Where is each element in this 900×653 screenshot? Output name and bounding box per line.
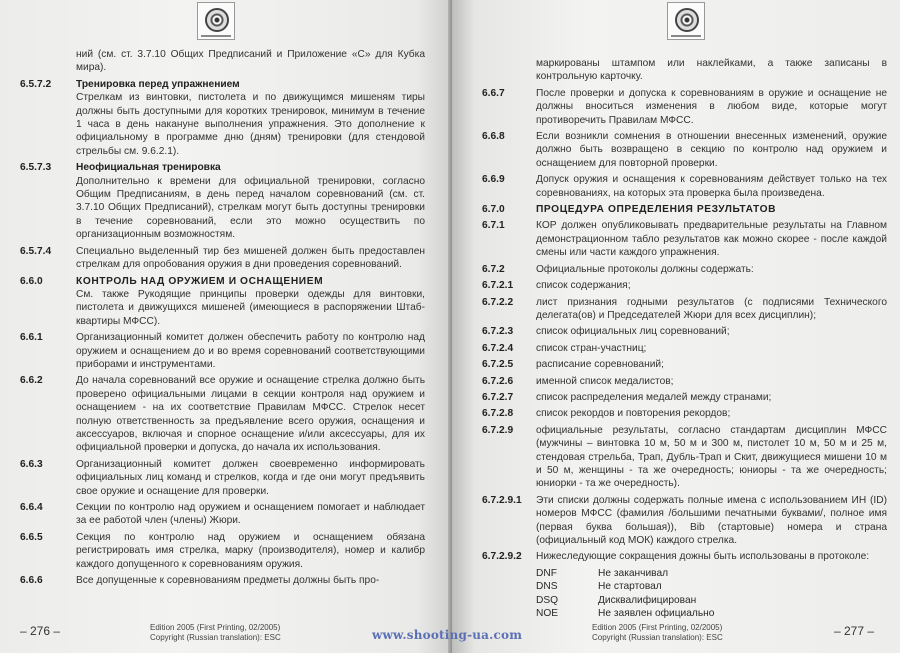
- paragraph-row: [20, 245, 425, 272]
- section-text: Организационный комитет должен своевременно информировать официальных лиц команд и стрелков, когда и где они могут предъявить свое оружие и оснащение для проверки.: [76, 458, 425, 497]
- section-text: расписание соревнований;: [536, 359, 664, 371]
- section-number: 6.6.9: [482, 174, 505, 186]
- section-number: 6.7.2.8: [482, 408, 514, 420]
- section-number: 6.5.7.4: [20, 245, 52, 257]
- section-text: список распределения медалей между странами;: [536, 391, 772, 403]
- paragraph-row: [482, 358, 887, 371]
- section-body: [536, 325, 887, 338]
- page-number-left: – 276 –: [20, 624, 61, 638]
- section-number: 6.7.2.4: [482, 342, 514, 354]
- section-body: [536, 263, 887, 276]
- section-text: официальные результаты, согласно стандартам дисциплин МФСС (мужчины – винтовка 10 м, 50 м и 300 м, пистолет 10 м, 50 м и 25 м, стендовая стрельба, Трап, Дубль-Трап и Скит, движущиеся мишени 10 м и 50 м, женщины - та же очередность; юниоры - та же очередность; юниорки - та же очередность).: [536, 424, 887, 490]
- abbreviation-code: NOE: [536, 608, 559, 620]
- section-heading: Неофициальная тренировка: [76, 162, 221, 174]
- paragraph-row: [482, 391, 887, 404]
- section-text: Допуск оружия и оснащения к соревнованиям действует только на тех соревнованиях, на которых эта проверка была произведена.: [536, 174, 887, 199]
- target-emblem-icon: [667, 2, 705, 40]
- abbreviation-description: Не заявлен официально: [598, 608, 715, 620]
- section-text: Если возникли сомнения в отношении внесенных изменений, оружие должно быть возвращено в секцию по контролю над оружием и оснащением для повторной проверки.: [536, 131, 887, 169]
- paragraph-row: [20, 78, 425, 158]
- paragraph-row: [20, 574, 425, 587]
- section-text: Дополнительно к времени для официальной тренировки, согласно Общим Предписаниям, в день перед началом соревнований (см. ст. 3.7.10 Общих Предписаний), стрелкам могут быть доступны тренировки в течение соревнований, если это можно осуществить по организационным возможностям.: [76, 175, 425, 241]
- edition-line: Edition 2005 (First Printing, 02/2005): [150, 623, 281, 632]
- section-body: [76, 501, 425, 528]
- section-number: 6.7.2.9: [482, 424, 514, 436]
- abbreviation-description: Не заканчивал: [598, 567, 669, 579]
- section-body: [76, 78, 425, 158]
- section-text: См. также Рукодящие принципы проверки одежды для винтовки, пистолета и движущихся мишеней (имеющиеся в распоряжении Штаб-квартиры МФСС).: [76, 288, 425, 327]
- paragraph-row: [482, 219, 887, 259]
- section-body: [536, 342, 887, 355]
- section-text: именной список медалистов;: [536, 375, 674, 387]
- edition-note-right: [592, 623, 723, 643]
- section-text: Специально выделенный тир без мишеней должен быть предоставлен стрелкам для опробования оружия в дни проведения соревнований.: [76, 245, 425, 271]
- abbreviation-row: [482, 594, 887, 607]
- section-number: 6.7.2.6: [482, 375, 514, 387]
- paragraph-row: [20, 458, 425, 498]
- paragraph-row: [482, 494, 887, 548]
- section-text: Секции по контролю над оружием и оснащением помогает и наблюдает за ее работой член (члены) Жюри.: [76, 502, 425, 527]
- abbreviation-code: DNF: [536, 567, 557, 579]
- section-body: [76, 275, 425, 329]
- section-body: [76, 161, 425, 241]
- section-body: [536, 279, 887, 292]
- section-text: список стран-участниц;: [536, 342, 647, 354]
- paragraph-row: [20, 374, 425, 454]
- section-body: [536, 550, 887, 563]
- section-number: 6.7.2.3: [482, 326, 514, 338]
- section-number: 6.7.2.9.2: [482, 551, 522, 563]
- copyright-line: Copyright (Russian translation): ESC: [592, 633, 723, 642]
- page-number-right: – 277 –: [834, 624, 875, 638]
- section-body: [76, 574, 425, 587]
- section-number: 6.7.2.7: [482, 391, 514, 403]
- section-body: [536, 57, 887, 84]
- paragraph-row: [482, 263, 887, 276]
- section-body: [536, 494, 887, 548]
- section-number: 6.6.3: [20, 458, 43, 470]
- section-number: 6.7.2.1: [482, 280, 514, 292]
- section-body: [536, 203, 887, 216]
- paragraph-row: [20, 531, 425, 571]
- section-number: 6.6.5: [20, 531, 43, 543]
- right-page: [452, 0, 900, 653]
- abbreviation-code: DNS: [536, 581, 558, 593]
- paragraph-row: [482, 57, 887, 84]
- section-text: маркированы штампом или наклейками, а также записаны в контрольную карточку.: [536, 58, 887, 83]
- abbreviation-description: Не стартовал: [598, 581, 662, 593]
- paragraph-row: [482, 407, 887, 420]
- abbreviation-description: Дисквалифицирован: [598, 594, 697, 606]
- paragraph-row: [482, 550, 887, 563]
- copyright-line: Copyright (Russian translation): ESC: [150, 633, 281, 642]
- section-body: [76, 458, 425, 498]
- paragraph-row: [482, 325, 887, 338]
- section-number: 6.6.0: [20, 275, 43, 287]
- section-text: Нижеследующие сокращения дожны быть использованы в протоколе:: [536, 551, 870, 563]
- section-text: КОР должен опубликовывать предварительные результаты на Главном демонстрационном табло результатов как можно скорее - после каждой смены или части каждого упражнения.: [536, 220, 887, 259]
- section-number: 6.6.6: [20, 575, 43, 587]
- section-number: 6.7.2: [482, 263, 505, 275]
- chapter-heading: ПРОЦЕДУРА ОПРЕДЕЛЕНИЯ РЕЗУЛЬТАТОВ: [536, 204, 777, 216]
- section-text: Стрелкам из винтовки, пистолета и по движущимся мишеням тиры должны быть доступными для коротких тренировок, минимум в течение 1 часа в день накануне выполнения упражнения. Это дополнение к официальному в программе дню (дням) тренировки (для стендовой стрельбы см. 9.6.2.1).: [76, 92, 425, 157]
- edition-line: Edition 2005 (First Printing, 02/2005): [592, 623, 723, 632]
- right-page-content: [482, 57, 887, 620]
- paragraph-row: [482, 296, 887, 323]
- paragraph-row: [20, 331, 425, 371]
- section-text: Эти списки должны содержать полные имена с использованием ИН (ID) номеров МФСС (фамилия /большими печатными буквами/, полное имя (первая буква большая)), Bib (стартовые) номера и страна (официальный код МОК) каждого стрелка.: [536, 494, 887, 546]
- section-heading: Тренировка перед упражнением: [76, 78, 240, 90]
- section-body: [536, 424, 887, 491]
- section-text: лист признания годными результатов (с подписями Технического делегата(ов) и Председателей Жюри для всех дисциплин);: [536, 296, 887, 321]
- section-number: 6.7.2.5: [482, 359, 514, 371]
- section-body: [536, 358, 887, 371]
- abbreviation-row: [482, 607, 887, 620]
- section-text: Секция по контролю над оружием и оснащением обязана регистрировать имя стрелка, марку (производителя), номер и калибр каждого допущенного к соревнованиям оружия.: [76, 531, 425, 570]
- paragraph-row: [20, 275, 425, 329]
- section-text: После проверки и допуска к соревнованиям в оружие и оснащение не должны вноситься изменения в любом виде, которые могут противоречить Правилам МФСС.: [536, 87, 887, 126]
- section-number: 6.6.8: [482, 131, 505, 143]
- abbreviation-row: [482, 580, 887, 593]
- section-text: Все допущенные к соревнованиям предметы должны быть про-: [76, 575, 380, 587]
- section-body: [76, 331, 425, 371]
- section-body: [536, 391, 887, 404]
- section-number: 6.6.4: [20, 502, 43, 513]
- section-number: 6.7.0: [482, 204, 505, 216]
- section-body: [536, 173, 887, 200]
- abbreviation-code: DSQ: [536, 594, 559, 606]
- section-text: ний (см. ст. 3.7.10 Общих Предписаний и Приложение «С» для Кубка мира).: [76, 49, 425, 74]
- abbreviation-row: [482, 567, 887, 580]
- section-body: [76, 374, 425, 454]
- paragraph-row: [482, 375, 887, 388]
- section-text: Организационный комитет должен обеспечить работу по контролю над оружием и оснащением до и во время соревнований соответствующими приборами и инструментами.: [76, 332, 425, 370]
- paragraph-row: [482, 130, 887, 170]
- section-number: 6.5.7.3: [20, 162, 52, 174]
- section-text: Официальные протоколы должны содержать:: [536, 263, 754, 275]
- paragraph-row: [482, 203, 887, 216]
- section-body: [536, 130, 887, 170]
- section-text: список содержания;: [536, 280, 631, 292]
- edition-note-left: [150, 623, 281, 643]
- site-watermark: www.shooting-ua.com: [372, 628, 523, 642]
- paragraph-row: [20, 501, 425, 528]
- section-number: 6.5.7.2: [20, 78, 52, 90]
- section-body: [536, 407, 887, 420]
- paragraph-row: [482, 87, 887, 127]
- paragraph-row: [20, 48, 425, 75]
- section-body: [536, 375, 887, 388]
- section-body: [76, 531, 425, 571]
- left-page-content: [20, 48, 425, 590]
- section-body: [536, 219, 887, 259]
- section-text: До начала соревнований все оружие и оснащение стрелка должно быть проверено официальными лицами в секции контроля над оружием и оснащением - на их соответствие Правилам МФСС. Стрелок несет полную ответственность за предъявление всего оружия, оснащения и аксессуаров, включая и спорное оснащение и/или аксессуары, для их официальной проверки и допуска, до начала их использования.: [76, 375, 425, 454]
- section-body: [76, 48, 425, 75]
- section-number: 6.7.1: [482, 220, 505, 232]
- section-number: 6.6.7: [482, 87, 505, 99]
- chapter-heading: КОНТРОЛЬ НАД ОРУЖИЕМ И ОСНАЩЕНИЕМ: [76, 275, 324, 287]
- section-text: список официальных лиц соревнований;: [536, 326, 730, 338]
- section-number: 6.7.2.9.1: [482, 494, 522, 506]
- section-number: 6.7.2.2: [482, 296, 514, 308]
- paragraph-row: [482, 173, 887, 200]
- section-body: [536, 87, 887, 127]
- section-text: список рекордов и повторения рекордов;: [536, 408, 731, 420]
- section-body: [76, 245, 425, 272]
- section-number: 6.6.1: [20, 332, 43, 344]
- paragraph-row: [482, 342, 887, 355]
- paragraph-row: [482, 279, 887, 292]
- section-number: 6.6.2: [20, 375, 43, 387]
- section-body: [536, 296, 887, 323]
- paragraph-row: [20, 161, 425, 241]
- paragraph-row: [482, 424, 887, 491]
- target-emblem-icon: [197, 2, 235, 40]
